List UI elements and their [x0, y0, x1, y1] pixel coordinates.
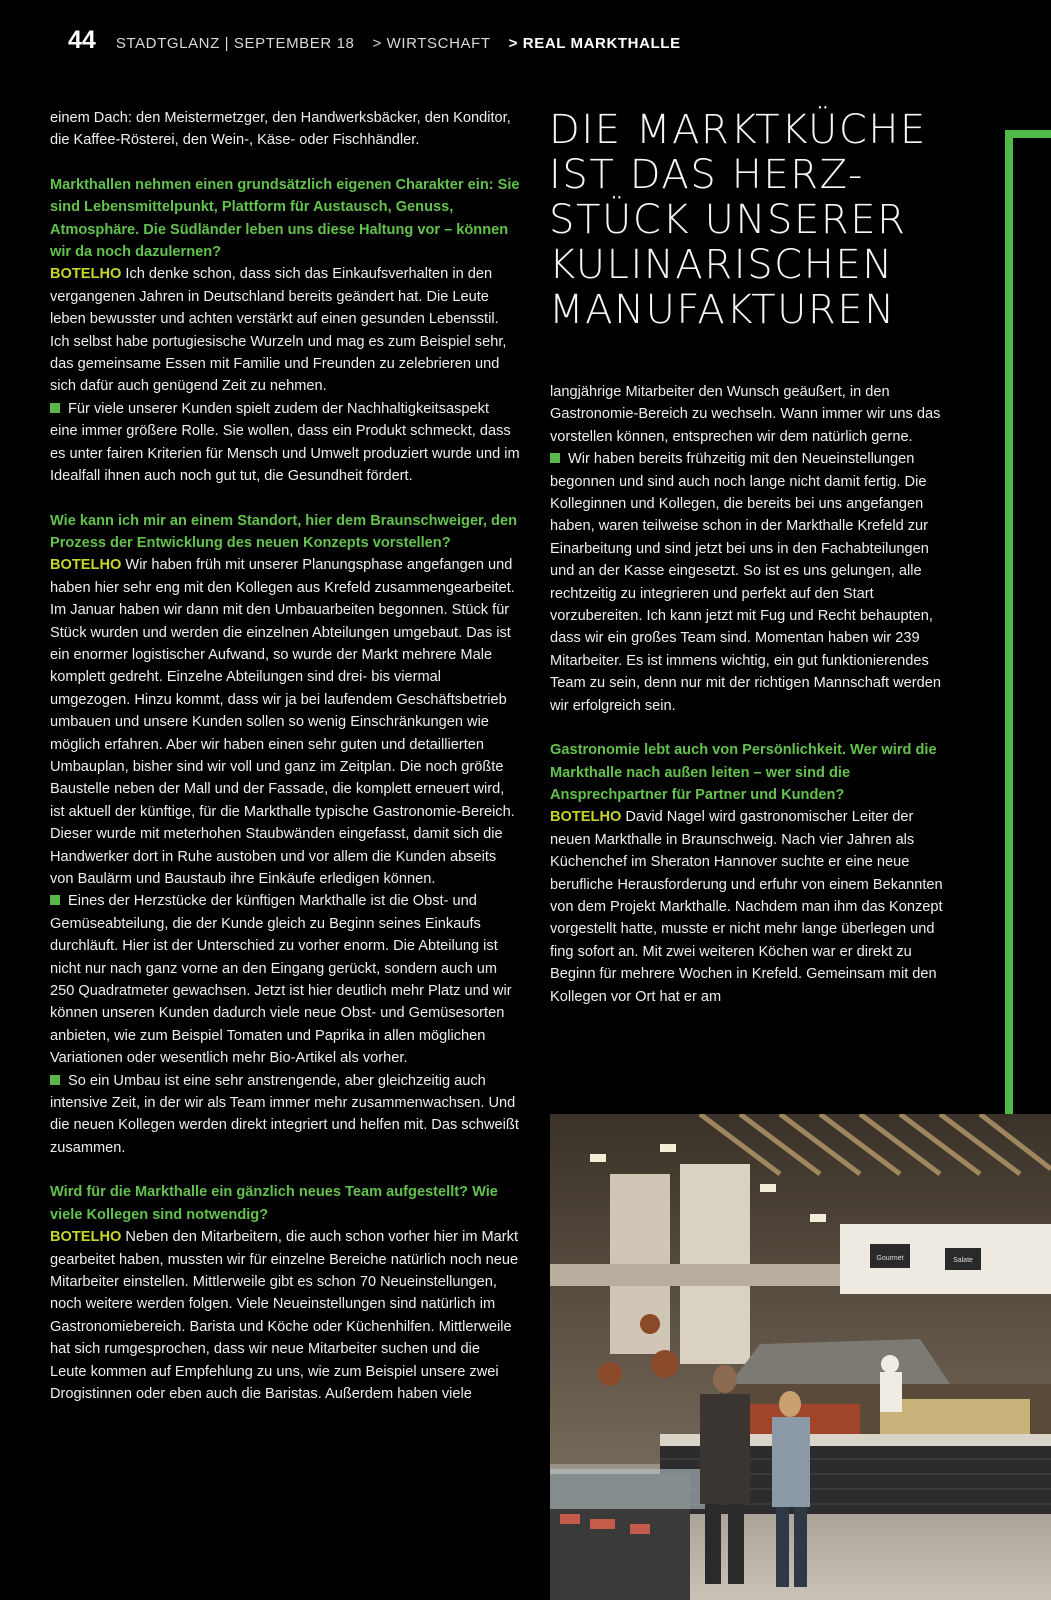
question-2: Wie kann ich mir an einem Standort, hier dem Braunschweiger, den Prozess der Entwicklung des neuen Konzepts vorstellen? — [50, 512, 517, 551]
headline-line: IST DAS HERZ- — [549, 152, 864, 198]
market-hall-illustration — [550, 1114, 1051, 1600]
answer-4 — [550, 806, 952, 1008]
answer-2c — [50, 1070, 520, 1160]
bullet-square-icon — [50, 895, 60, 905]
speaker-label: BOTELHO — [50, 1229, 122, 1246]
headline-line: MANUFAKTUREN — [549, 287, 896, 333]
page-number: 44 — [68, 26, 96, 54]
headline-line: STÜCK UNSERER — [549, 197, 907, 243]
answer-1 — [50, 263, 520, 397]
breadcrumb-topic[interactable]: > REAL MARKTHALLE — [508, 35, 681, 52]
right-column — [550, 381, 952, 1008]
answer-text: David Nagel wird gastronomischer Leiter der neuen Markthalle in Braunschweig. Nach vier Jahren als Küchenchef im Sheraton Hannover suchte er eine neue berufliche Herausforderung und erfuhr von einem Bekannten von dem Projekt Markthalle. Nachdem man ihm das Konzept vorgestellt hatte, musste er nicht mehr lange überlegen und fing sofort an. Mit zwei weiteren Köchen war er direkt zu Beginn für mehrere Wochen in Krefeld. Gemeinsam mit den Kollegen vor Ort hat er am — [550, 809, 943, 1005]
answer-1b — [50, 398, 520, 488]
answer-2b — [50, 890, 520, 1069]
paragraph-continuation: langjährige Mitarbeiter den Wunsch geäußert, in den Gastronomie-Bereich zu wechseln. Wann immer wir uns das vorstellen können, entsprechen wir dem natürlich gerne. — [550, 384, 941, 445]
answer-2 — [50, 554, 520, 890]
speaker-label: BOTELHO — [50, 266, 122, 283]
question-1: Markthallen nehmen einen grundsätzlich eigenen Charakter ein: Sie sind Lebensmittelpunkt, Plattform für Austausch, Genuss, Atmosphäre. Die Südländer leben uns diese Haltung vor – können wir da noch dazulernen? — [50, 176, 520, 261]
answer-3 — [50, 1226, 520, 1405]
speaker-label: BOTELHO — [550, 809, 622, 826]
bullet-square-icon — [550, 453, 560, 463]
paragraph-text: Wir haben bereits frühzeitig mit den Neueinstellungen begonnen und sind auch noch lange nicht damit fertig. Die Kolleginnen und Kollegen, die bereits bei uns angefangen haben, waren teilweise schon in der Markthalle Krefeld zur Einarbeitung und sind jetzt bei uns in den Fachabteilungen und an der Kasse eingesetzt. So ist es uns gelungen, alle rechtzeitig zu integrieren und perfekt auf den Start vorzubereiten. Ich kann jetzt mit Fug und Recht behaupten, dass wir ein großes Team sind. Momentan haben wir 239 Mitarbeiter. Es ist immens wichtig, ein gut funktionierendes Team zu sein, denn nur mit der richtigen Mannschaft werden wir erfolgreich sein. — [550, 451, 941, 714]
headline-line: KULINARISCHEN — [549, 242, 894, 288]
headline-line: DIE MARKTKÜCHE — [549, 107, 927, 153]
paragraph-text: So ein Umbau ist eine sehr anstrengende, aber gleichzeitig auch intensive Zeit, in der wir als Team immer mehr zusammenwachsen. Und die neuen Kollegen werden direkt integriert und helfen mit. Das schweißt zusammen. — [50, 1072, 519, 1156]
answer-text: Ich denke schon, dass sich das Einkaufsverhalten in den vergangenen Jahren in Deutschland bereits geändert hat. Die Leute leben bewusster und achten verstärkt auf einen gesunden Lebensstil. Ich selbst habe portugiesische Wurzeln und mag es zum Beispiel sehr, das gemeinsame Essen mit Familie und Freunden zu zelebrieren und sich dafür auch genügend Zeit zu nehmen. — [50, 266, 507, 395]
page-header — [68, 26, 699, 60]
question-4: Gastronomie lebt auch von Persönlichkeit. Wer wird die Markthalle nach außen leiten – wer sind die Ansprechpartner für Partner und Kunden? — [550, 742, 937, 803]
paragraph-text: Für viele unserer Kunden spielt zudem der Nachhaltigkeitsaspekt eine immer größere Rolle. Sie wollen, dass ein Produkt schmeckt, dass es unter fairen Kriterien für Mensch und Umwelt produziert wurde und im Idealfall ihnen auch noch gut tut, die Gesundheit fördert. — [50, 400, 520, 485]
sign-salate: Salate — [953, 1257, 973, 1264]
question-3: Wird für die Markthalle ein gänzlich neues Team aufgestellt? Wie viele Kollegen sind notwendig? — [50, 1184, 498, 1223]
intro-paragraph: einem Dach: den Meistermetzger, den Handwerksbäcker, den Konditor, die Kaffee-Rösterei, den Wein-, Käse- oder Fischhändler. — [50, 110, 511, 149]
breadcrumb-section[interactable]: > WIRTSCHAFT — [372, 35, 491, 52]
green-frame-side — [1005, 130, 1013, 1184]
bullet-square-icon — [50, 1075, 60, 1085]
pull-quote-headline — [549, 108, 969, 333]
left-column — [50, 107, 520, 1405]
answer-text: Wir haben früh mit unserer Planungsphase angefangen und haben hier sehr eng mit den Kollegen aus Krefeld zusammengearbeitet. Im Januar haben wir dann mit den Umbauarbeiten begonnen. Stück für Stück wurden und werden die einzelnen Abteilungen umgebaut. Das ist ein enormer logistischer Aufwand, so wurde der Markt mehrere Male komplett gedreht. Einzelne Abteilungen sind drei- bis viermal umgezogen. Hinzu kommt, dass wir ja bei laufendem Geschäftsbetrieb umbauen und unsere Kunden sollen so wenig Einschränkungen wie möglich erfahren. Aber wir haben einen sehr guten und detaillierten Umbauplan, bisher sind wir voll und ganz im Zeitplan. Die noch größte Baustelle neben der Mall und der Fassade, die komplett erneuert wird, ist aktuell der künftige, für die Markthalle typische Gastronomie-Bereich. Dieser wurde mit meterhohen Staubwänden eingefasst, damit sich die Handwerker dort in Ruhe austoben und vor allem die Kunden abseits von Baulärm und Baustaub ihre Einkäufe erledigen können. — [50, 557, 515, 887]
magazine-label: STADTGLANZ | SEPTEMBER 18 — [115, 35, 355, 52]
bullet-square-icon — [50, 403, 60, 413]
sign-gourmet: Gourmet — [876, 1255, 904, 1262]
paragraph-team — [550, 448, 952, 717]
markthalle-photo — [550, 1114, 1051, 1600]
paragraph-text: Eines der Herzstücke der künftigen Markthalle ist die Obst- und Gemüseabteilung, die der Kunde gleich zu Beginn seines Einkaufs durchläuft. Hier ist der Unterschied zu vorher enorm. Die Abteilung ist nicht nur nach ganz vorne an den Eingang gerückt, sondern auch um 250 Quadratmeter gewachsen. Jetzt ist hier deutlich mehr Platz und wir können unseren Kunden dadurch viele neue Obst- und Gemüsesorten anbieten, wie zum Beispiel Tomaten und Paprika in allen möglichen Variationen oder wesentlich mehr Bio-Artikel als vorher. — [50, 893, 512, 1067]
answer-text: Neben den Mitarbeitern, die auch schon vorher hier im Markt gearbeitet haben, mussten wir für einzelne Bereiche natürlich noch neue Mitarbeiter einstellen. Mittlerweile gibt es schon 70 Neueinstellungen, noch weitere werden folgen. Viele Neueinstellungen sind natürlich im Gastronomiebereich. Barista und Köche oder Küchenhilfen. Mittlerweile hat sich rumgesprochen, dass wir neue Mitarbeiter suchen und die Leute kommen auf Empfehlung zu uns, wie zum Beispiel unsere zwei Drogistinnen oder eben auch die Baristas. Außerdem haben viele — [50, 1229, 519, 1402]
speaker-label: BOTELHO — [50, 557, 122, 574]
